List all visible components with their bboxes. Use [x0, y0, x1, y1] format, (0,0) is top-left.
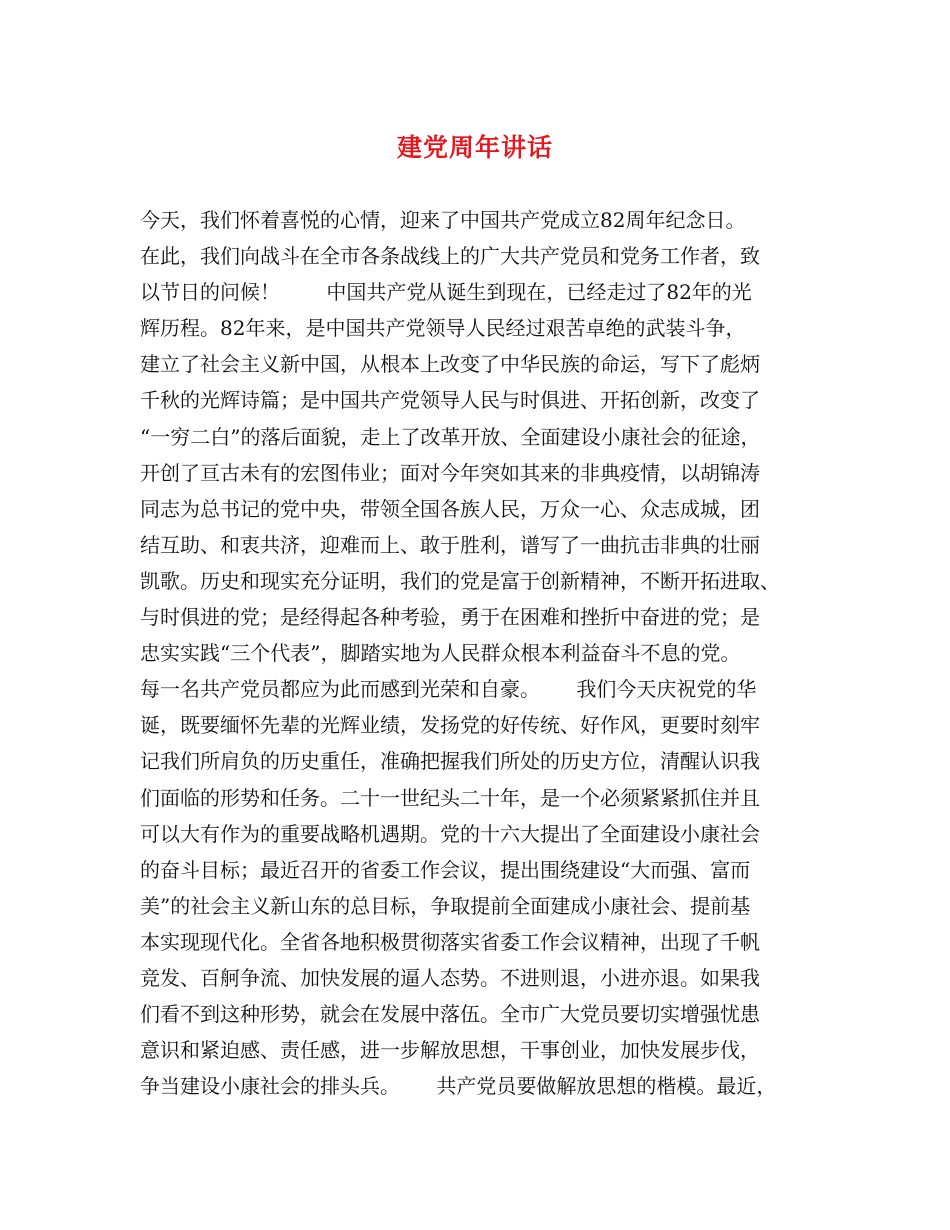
document-body: [140, 202, 820, 1104]
body-line: 在此，我们向战斗在全市各条战线上的广大共产党员和党务工作者，致: [140, 244, 760, 269]
body-line: 的奋斗目标；最近召开的省委工作会议，提出围绕建设“大而强、富而: [140, 857, 751, 882]
body-line: 与时俱进的党；是经得起各种考验，勇于在困难和挫折中奋进的党；是: [140, 605, 760, 630]
body-line: 本实现现代化。全省各地积极贯彻落实省委工作会议精神，出现了千帆: [140, 929, 760, 954]
body-line: 们看不到这种形势，就会在发展中落伍。全市广大党员要切实增强忧患: [140, 1002, 760, 1027]
body-line: 以节日的问候！ 中国共产党从诞生到现在，已经走过了82年的光: [140, 280, 752, 305]
body-line: 每一名共产党员都应为此而感到光荣和自豪。 我们今天庆祝党的华: [140, 677, 757, 702]
body-line: 美”的社会主义新山东的总目标，争取提前全面建成小康社会、提前基: [140, 893, 751, 918]
body-line: 诞，既要缅怀先辈的光辉业绩，发扬党的好传统、好作风，更要时刻牢: [140, 713, 760, 738]
body-line: 辉历程。82年来，是中国共产党领导人民经过艰苦卓绝的武装斗争，: [140, 316, 746, 341]
body-line: 同志为总书记的党中央，带领全国各族人民，万众一心、众志成城，团: [140, 496, 760, 521]
body-line: 记我们所肩负的历史重任，准确把握我们所处的历史方位，清醒认识我: [140, 749, 760, 774]
body-line: 凯歌。历史和现实充分证明，我们的党是富于创新精神，不断开拓进取、: [140, 568, 780, 593]
body-line: 争当建设小康社会的排头兵。 共产党员要做解放思想的楷模。最近，: [140, 1074, 777, 1099]
document-title: 建党周年讲话: [396, 133, 553, 162]
body-line: 今天，我们怀着喜悦的心情，迎来了中国共产党成立82周年纪念日。: [140, 208, 746, 232]
body-line: 意识和紧迫感、责任感，进一步解放思想，干事创业，加快发展步伐，: [140, 1038, 760, 1063]
body-line: 们面临的形势和任务。二十一世纪头二十年，是一个必须紧紧抓住并且: [140, 785, 760, 810]
body-line: 开创了亘古未有的宏图伟业；面对今年突如其来的非典疫情，以胡锦涛: [140, 460, 760, 485]
body-line: 千秋的光辉诗篇；是中国共产党领导人民与时俱进、开拓创新，改变了: [140, 388, 760, 413]
body-line: 可以大有作为的重要战略机遇期。党的十六大提出了全面建设小康社会: [140, 821, 760, 846]
body-line: 建立了社会主义新中国，从根本上改变了中华民族的命运，写下了彪炳: [140, 352, 760, 377]
body-line: 竞发、百舸争流、加快发展的逼人态势。不进则退，小进亦退。如果我: [140, 965, 760, 990]
body-line: 结互助、和衷共济，迎难而上、敢于胜利，谱写了一曲抗击非典的壮丽: [140, 532, 760, 557]
body-line: “一穷二白”的落后面貌，走上了改革开放、全面建设小康社会的征途，: [140, 424, 761, 449]
body-line: 忠实实践“三个代表”，脚踏实地为人民群众根本利益奋斗不息的党。: [140, 641, 741, 666]
